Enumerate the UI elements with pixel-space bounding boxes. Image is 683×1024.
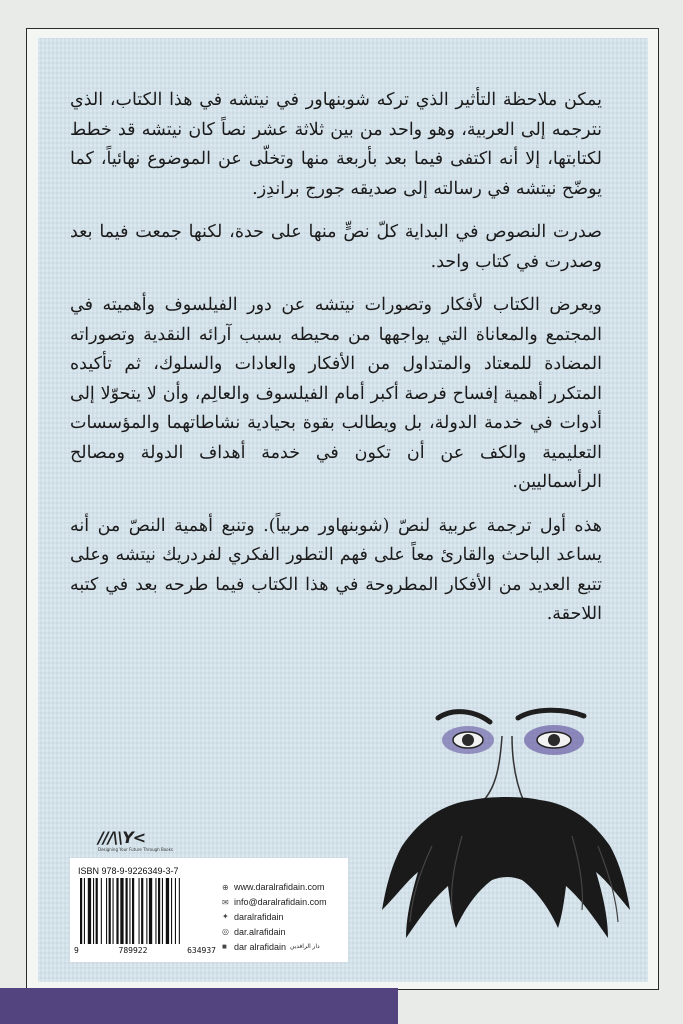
instagram-text: dar.alrafidain (234, 926, 286, 937)
paragraph-3: ويعرض الكتاب لأفكار وتصورات نيتشه عن دور الفيلسوف وأهميته في المجتمع والمعاناة التي يواجهها من محيطه بسبب آرائه النقدية وتصوراته المضادة للمعتاد والمتداول من الأفكار والعادات والسلوك، ثم تأكيده المتكرر أهمية إفساح فرصة أكبر أمام الفيلسوف والعالِم، وأن لا يتحوّلا إلى أدوات في خدمة الدولة، بل ويطالب بقوة بحيادية نشاطاتهما والمؤسسات التعليمية والكف عن أن تكون في خدمة أهداف الدولة ومصالح الرأسماليين. (70, 295, 602, 492)
contact-facebook[interactable] (222, 939, 346, 954)
contact-twitter[interactable] (222, 910, 346, 925)
paragraph-4: هذه أول ترجمة عربية لنصّ (شوبنهاور مربياً). وتنبع أهمية النصّ من أنه يساعد الباحث والقارئ معاً على فهم التطور الفكري لفردريك نيتشه وعلى تتبع العديد من الأفكار المطروحة في هذا الكتاب فيما طرحه بعد في كتبه اللاحقة. (70, 515, 602, 624)
isbn-label: ISBN 978-9-9226349-3-7 (78, 866, 179, 876)
facebook-icon: ■ (222, 942, 227, 952)
facebook-arabic-text: دار الرافدين (290, 944, 320, 951)
contact-instagram[interactable] (222, 924, 346, 939)
publisher-logo-mark: ///\\Y< (98, 828, 146, 847)
barcode (80, 878, 208, 944)
contact-email[interactable] (222, 895, 346, 910)
twitter-text: daralrafidain (234, 911, 284, 922)
paragraph-2: صدرت النصوص في البداية كلّ نصٍّ منها على حدة، لكنها جمعت فيما بعد وصدرت في كتاب واحد. (70, 222, 602, 272)
bottom-color-strip (0, 988, 398, 1024)
twitter-icon: ✦ (222, 912, 229, 922)
facebook-text: dar alrafidain (234, 941, 287, 952)
contact-website[interactable] (222, 880, 346, 895)
blurb-text (70, 86, 602, 644)
barcode-digits-mid: 789922 (118, 946, 148, 955)
mustache (382, 797, 630, 938)
email-text: info@daralrafidain.com (234, 897, 327, 908)
website-text: www.daralrafidain.com (234, 882, 325, 893)
barcode-digit-left: 9 (74, 946, 79, 955)
paragraph-1: يمكن ملاحظة التأثير الذي تركه شوبنهاور في نيتشه في هذا الكتاب، الذي نترجمه إلى العربية، وهو واحد من بين ثلاثة عشر نصاً كان نيتشه قد خطط لكتابتها، إلا أنه اكتفى فيما بعد بأربعة منها وتخلّى عن الموضوع نهائياً، كما يوضّح نيتشه في رسالته إلى صديقه جورج براندِز. (70, 90, 602, 199)
right-eyebrow (518, 710, 584, 718)
barcode-numbers (74, 946, 216, 955)
publisher-logo (98, 828, 178, 856)
barcode-digits-right: 634937 (187, 946, 216, 955)
publisher-tagline: Designing Your Future Through Books (98, 847, 173, 852)
globe-icon: ⊕ (222, 882, 229, 892)
mail-icon: ✉ (222, 897, 229, 907)
left-eyebrow (438, 712, 490, 722)
nietzsche-portrait-illustration (372, 696, 632, 966)
isbn-info-box (70, 858, 348, 962)
contact-list (222, 880, 346, 954)
instagram-icon: ◎ (222, 927, 229, 937)
